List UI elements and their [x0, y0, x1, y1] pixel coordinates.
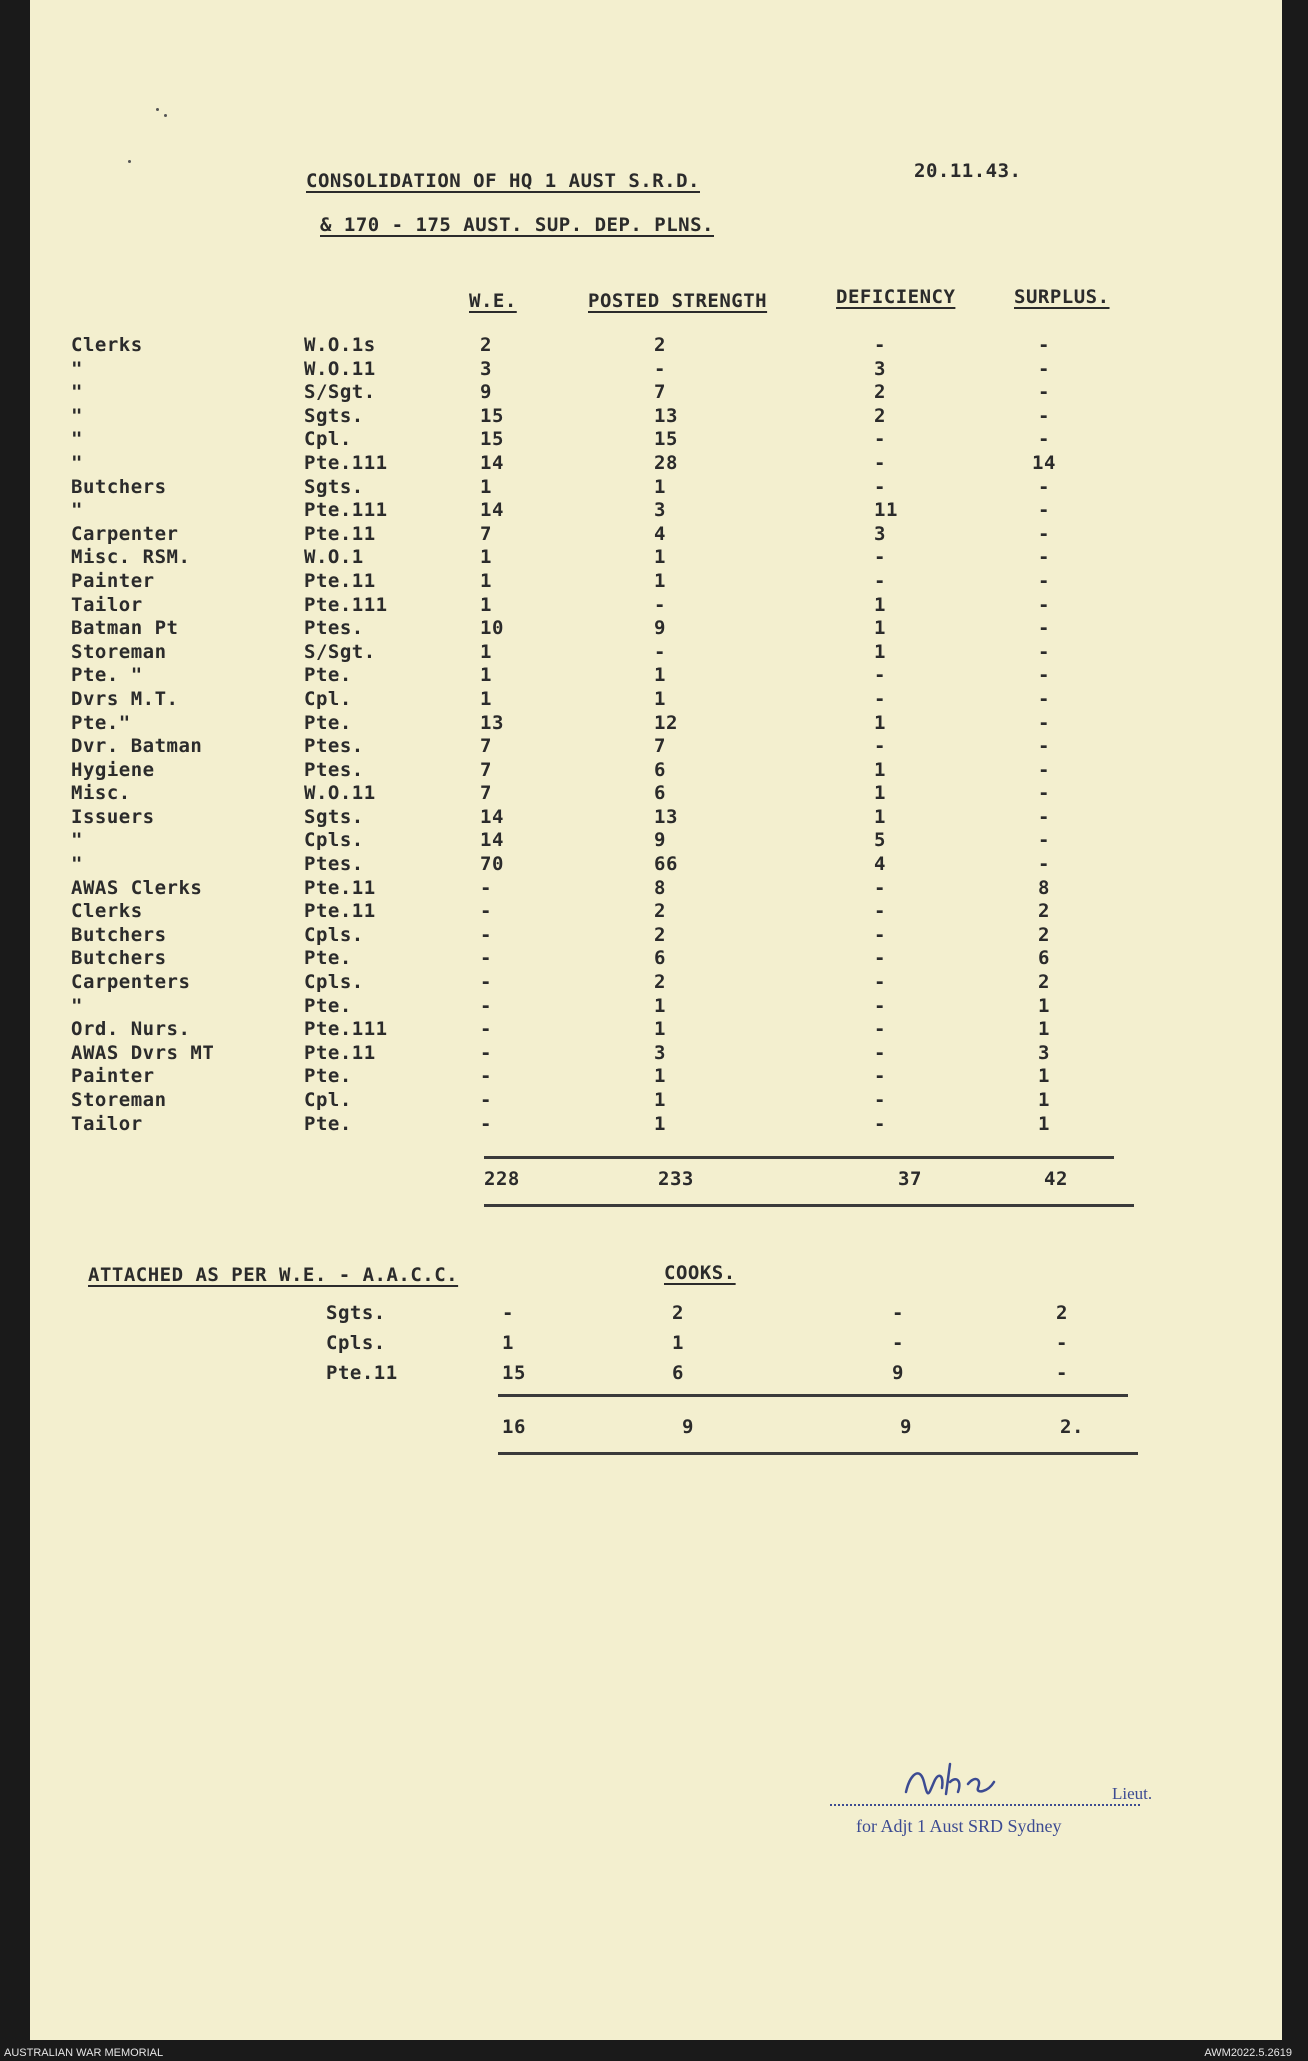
rank-cell: Ptes.: [304, 758, 364, 781]
surplus-cell: 2: [1056, 1302, 1068, 1324]
posted-cell: -: [654, 640, 666, 663]
we-cell: 1: [480, 687, 492, 710]
trade-cell: Butchers: [71, 475, 167, 498]
we-cell: -: [480, 994, 492, 1017]
posted-cell: 6: [654, 758, 666, 781]
we-cell: -: [480, 876, 492, 899]
rank-cell: Pte.: [304, 994, 352, 1017]
we-cell: 13: [480, 711, 504, 734]
deficiency-cell: -: [892, 1332, 904, 1354]
deficiency-cell: -: [892, 1302, 904, 1324]
trade-cell: Dvrs M.T.: [71, 687, 179, 710]
trade-cell: Ord. Nurs.: [71, 1018, 191, 1041]
deficiency-cell: -: [874, 451, 886, 474]
table-row: [71, 334, 1074, 358]
rank-cell: Ptes.: [304, 853, 364, 876]
table-row: [71, 829, 1074, 853]
surplus-cell: -: [1038, 357, 1050, 380]
rank-cell: Pte.: [304, 947, 352, 970]
we-cell: 9: [480, 381, 492, 404]
surplus-cell: 1: [1038, 1112, 1050, 1135]
signature-block: for Adjt 1 Aust SRD Sydney: [856, 1816, 1062, 1836]
posted-cell: 66: [654, 853, 678, 876]
surplus-cell: 1: [1038, 1065, 1050, 1088]
rank-cell: Sgts.: [304, 475, 364, 498]
posted-cell: 3: [654, 1041, 666, 1064]
trade-cell: Carpenters: [71, 971, 191, 994]
table-row: [71, 924, 1074, 948]
trade-cell: Butchers: [71, 923, 167, 946]
rank-cell: Cpls.: [304, 971, 364, 994]
trade-cell: Pte. ": [71, 664, 143, 687]
surplus-cell: -: [1038, 404, 1050, 427]
trade-cell: Batman Pt: [71, 617, 179, 640]
posted-cell: 6: [672, 1362, 684, 1384]
deficiency-cell: -: [874, 687, 886, 710]
deficiency-cell: -: [874, 1041, 886, 1064]
total-posted: 233: [658, 1168, 694, 1190]
deficiency-cell: 1: [874, 758, 886, 781]
deficiency-cell: -: [874, 475, 886, 498]
surplus-cell: 1: [1038, 994, 1050, 1017]
table-row: [71, 712, 1074, 736]
trade-cell: ": [71, 404, 83, 427]
we-cell: 1: [480, 475, 492, 498]
posted-cell: 9: [654, 617, 666, 640]
cooks-total-rule: [498, 1452, 1138, 1455]
surplus-cell: -: [1038, 782, 1050, 805]
rank-cell: Cpls.: [304, 829, 364, 852]
rank-cell: W.O.11: [304, 357, 376, 380]
table-row: [71, 735, 1074, 759]
we-cell: 1: [480, 546, 492, 569]
rank-cell: Pte.11: [326, 1362, 398, 1384]
table-row: [71, 1113, 1074, 1137]
trade-cell: ": [71, 829, 83, 852]
rank-cell: W.O.1s: [304, 334, 376, 356]
deficiency-cell: -: [874, 1065, 886, 1088]
trade-cell: Hygiene: [71, 758, 155, 781]
we-cell: 7: [480, 782, 492, 805]
deficiency-cell: -: [874, 994, 886, 1017]
table-row: [71, 688, 1074, 712]
table-row: [71, 900, 1074, 924]
posted-cell: 2: [654, 971, 666, 994]
deficiency-cell: -: [874, 569, 886, 592]
surplus-cell: 2: [1038, 900, 1050, 923]
trade-cell: Dvr. Batman: [71, 735, 203, 758]
document-page: [30, 0, 1282, 2040]
deficiency-cell: 1: [874, 640, 886, 663]
total-deficiency: 37: [898, 1168, 922, 1190]
posted-cell: 3: [654, 499, 666, 522]
table-row: [71, 381, 1074, 405]
table-row: [71, 947, 1074, 971]
table-row: [71, 476, 1074, 500]
rank-cell: Pte.: [304, 1065, 352, 1088]
surplus-cell: -: [1038, 381, 1050, 404]
deficiency-cell: -: [874, 947, 886, 970]
total-we: 228: [484, 1168, 520, 1190]
subtotal-rule: [484, 1156, 1114, 1159]
cooks-total-deficiency: 9: [900, 1416, 912, 1438]
posted-cell: 13: [654, 404, 678, 427]
posted-cell: 1: [654, 569, 666, 592]
trade-cell: ": [71, 994, 83, 1017]
table-row: [71, 782, 1074, 806]
rank-cell: Pte.11: [304, 1041, 376, 1064]
we-cell: -: [480, 1018, 492, 1041]
deficiency-cell: 3: [874, 522, 886, 545]
trade-cell: Tailor: [71, 593, 143, 616]
trade-cell: ": [71, 853, 83, 876]
surplus-cell: -: [1038, 640, 1050, 663]
deficiency-cell: 1: [874, 805, 886, 828]
rank-cell: Sgts.: [304, 805, 364, 828]
surplus-cell: -: [1038, 735, 1050, 758]
attached-heading: ATTACHED AS PER W.E. - A.A.C.C.: [88, 1264, 459, 1286]
deficiency-cell: -: [874, 334, 886, 356]
we-cell: 14: [480, 499, 504, 522]
rank-cell: Cpl.: [304, 687, 352, 710]
surplus-cell: 3: [1038, 1041, 1050, 1064]
posted-cell: 2: [672, 1302, 684, 1324]
paper-speck: [156, 108, 159, 111]
posted-cell: 2: [654, 334, 666, 356]
rank-cell: Sgts.: [304, 404, 364, 427]
cooks-table: [326, 1302, 1092, 1392]
surplus-cell: 2: [1038, 923, 1050, 946]
posted-cell: -: [654, 593, 666, 616]
posted-cell: 1: [654, 1112, 666, 1135]
deficiency-cell: 2: [874, 404, 886, 427]
table-row: [71, 641, 1074, 665]
surplus-cell: 6: [1038, 947, 1050, 970]
total-rule: [484, 1204, 1134, 1207]
table-row: [71, 617, 1074, 641]
posted-cell: 9: [654, 829, 666, 852]
surplus-cell: 1: [1038, 1018, 1050, 1041]
rank-cell: Pte.11: [304, 569, 376, 592]
surplus-cell: -: [1038, 499, 1050, 522]
table-row: [71, 358, 1074, 382]
deficiency-cell: 1: [874, 593, 886, 616]
table-row: [71, 499, 1074, 523]
trade-cell: Pte.": [71, 711, 131, 734]
we-cell: 7: [480, 758, 492, 781]
deficiency-cell: 2: [874, 381, 886, 404]
we-cell: -: [480, 923, 492, 946]
rank-cell: Pte.11: [304, 900, 376, 923]
posted-cell: 2: [654, 900, 666, 923]
column-header-deficiency: DEFICIENCY: [836, 286, 956, 308]
paper-speck: [164, 114, 167, 117]
trade-cell: Clerks: [71, 334, 143, 356]
we-cell: 14: [480, 805, 504, 828]
surplus-cell: -: [1038, 853, 1050, 876]
trade-cell: Misc.: [71, 782, 131, 805]
we-cell: 7: [480, 735, 492, 758]
surplus-cell: -: [1056, 1332, 1068, 1354]
table-row: [71, 405, 1074, 429]
rank-cell: S/Sgt.: [304, 640, 376, 663]
surplus-cell: -: [1038, 475, 1050, 498]
surplus-cell: 1: [1038, 1089, 1050, 1111]
deficiency-cell: -: [874, 546, 886, 569]
deficiency-cell: 3: [874, 357, 886, 380]
table-row: [71, 1042, 1074, 1066]
we-cell: 3: [480, 357, 492, 380]
rank-cell: Pte.: [304, 1112, 352, 1135]
deficiency-cell: 1: [874, 617, 886, 640]
trade-cell: Butchers: [71, 947, 167, 970]
we-cell: 15: [502, 1362, 526, 1384]
we-cell: -: [480, 971, 492, 994]
we-cell: -: [502, 1302, 514, 1324]
column-header-we: W.E.: [469, 290, 517, 312]
rank-cell: Sgts.: [326, 1302, 386, 1324]
signature-rank: Lieut.: [1112, 1784, 1153, 1803]
posted-cell: 1: [654, 1089, 666, 1111]
posted-cell: 1: [654, 664, 666, 687]
surplus-cell: -: [1038, 829, 1050, 852]
document-subtitle: & 170 - 175 AUST. SUP. DEP. PLNS.: [320, 214, 714, 236]
posted-cell: 1: [654, 687, 666, 710]
table-row: [71, 570, 1074, 594]
rank-cell: Cpls.: [326, 1332, 386, 1354]
cooks-total-we: 16: [502, 1416, 526, 1438]
deficiency-cell: -: [874, 1089, 886, 1111]
table-row: [71, 452, 1074, 476]
we-cell: -: [480, 1089, 492, 1111]
table-row: [71, 1089, 1074, 1113]
posted-cell: 1: [672, 1332, 684, 1354]
posted-cell: 4: [654, 522, 666, 545]
trade-cell: Clerks: [71, 900, 143, 923]
table-row: [71, 1065, 1074, 1089]
we-cell: 1: [480, 593, 492, 616]
rank-cell: Pte.111: [304, 499, 388, 522]
deficiency-cell: 1: [874, 711, 886, 734]
posted-cell: 8: [654, 876, 666, 899]
we-cell: 2: [480, 334, 492, 356]
deficiency-cell: -: [874, 923, 886, 946]
rank-cell: Pte.111: [304, 593, 388, 616]
surplus-cell: -: [1038, 805, 1050, 828]
table-row: [71, 806, 1074, 830]
table-row: [71, 1018, 1074, 1042]
surplus-cell: 2: [1038, 971, 1050, 994]
posted-cell: 6: [654, 782, 666, 805]
deficiency-cell: 4: [874, 853, 886, 876]
we-cell: 14: [480, 451, 504, 474]
column-header-posted-strength: POSTED STRENGTH: [588, 290, 768, 312]
column-header-surplus: SURPLUS.: [1014, 286, 1110, 308]
surplus-cell: 8: [1038, 876, 1050, 899]
footer-accession-number: AWM2022.5.2619: [1204, 2047, 1292, 2059]
deficiency-cell: -: [874, 664, 886, 687]
posted-cell: 1: [654, 1065, 666, 1088]
deficiency-cell: -: [874, 1018, 886, 1041]
rank-cell: Pte.: [304, 664, 352, 687]
trade-cell: Tailor: [71, 1112, 143, 1135]
rank-cell: Cpl.: [304, 428, 352, 451]
surplus-cell: -: [1038, 711, 1050, 734]
document-date: 20.11.43.: [914, 160, 1022, 182]
table-row: [71, 877, 1074, 901]
posted-cell: 1: [654, 1018, 666, 1041]
table-row: [326, 1302, 1092, 1332]
strength-table: [71, 334, 1074, 1136]
table-row: [71, 853, 1074, 877]
we-cell: -: [480, 1041, 492, 1064]
we-cell: 15: [480, 404, 504, 427]
posted-cell: 2: [654, 923, 666, 946]
we-cell: -: [480, 1065, 492, 1088]
surplus-cell: 14: [1032, 451, 1056, 474]
trade-cell: ": [71, 428, 83, 451]
deficiency-cell: 11: [874, 499, 898, 522]
surplus-cell: -: [1038, 617, 1050, 640]
rank-cell: W.O.1: [304, 546, 364, 569]
trade-cell: Painter: [71, 569, 155, 592]
table-row: [71, 995, 1074, 1019]
rank-cell: Pte.11: [304, 522, 376, 545]
we-cell: 10: [480, 617, 504, 640]
posted-cell: -: [654, 357, 666, 380]
deficiency-cell: 9: [892, 1362, 904, 1384]
deficiency-cell: 1: [874, 782, 886, 805]
surplus-cell: -: [1038, 428, 1050, 451]
surplus-cell: -: [1038, 664, 1050, 687]
table-row: [326, 1332, 1092, 1362]
surplus-cell: -: [1056, 1362, 1068, 1384]
trade-cell: Misc. RSM.: [71, 546, 191, 569]
posted-cell: 6: [654, 947, 666, 970]
posted-cell: 7: [654, 381, 666, 404]
deficiency-cell: -: [874, 900, 886, 923]
posted-cell: 28: [654, 451, 678, 474]
cooks-total-posted: 9: [682, 1416, 694, 1438]
trade-cell: ": [71, 381, 83, 404]
trade-cell: Storeman: [71, 1089, 167, 1111]
we-cell: 7: [480, 522, 492, 545]
rank-cell: S/Sgt.: [304, 381, 376, 404]
trade-cell: Issuers: [71, 805, 155, 828]
trade-cell: ": [71, 451, 83, 474]
surplus-cell: -: [1038, 758, 1050, 781]
trade-cell: Painter: [71, 1065, 155, 1088]
rank-cell: W.O.11: [304, 782, 376, 805]
surplus-cell: -: [1038, 687, 1050, 710]
deficiency-cell: 5: [874, 829, 886, 852]
trade-cell: Carpenter: [71, 522, 179, 545]
table-row: [71, 971, 1074, 995]
attached-subheading: COOKS.: [664, 1262, 736, 1284]
document-title: CONSOLIDATION OF HQ 1 AUST S.R.D.: [306, 170, 700, 192]
footer-archive-name: AUSTRALIAN WAR MEMORIAL: [4, 2047, 164, 2059]
trade-cell: Storeman: [71, 640, 167, 663]
deficiency-cell: -: [874, 876, 886, 899]
cooks-subtotal-rule: [498, 1394, 1128, 1397]
table-row: [71, 664, 1074, 688]
surplus-cell: -: [1038, 546, 1050, 569]
we-cell: 1: [480, 640, 492, 663]
table-row: [71, 594, 1074, 618]
trade-cell: ": [71, 499, 83, 522]
table-row: [71, 523, 1074, 547]
rank-cell: Pte.11: [304, 876, 376, 899]
trade-cell: ": [71, 357, 83, 380]
posted-cell: 12: [654, 711, 678, 734]
cooks-total-surplus: 2.: [1060, 1416, 1084, 1438]
total-surplus: 42: [1044, 1168, 1068, 1190]
table-row: [326, 1362, 1092, 1392]
rank-cell: Cpls.: [304, 923, 364, 946]
rank-cell: Cpl.: [304, 1089, 352, 1111]
signature-line: [830, 1804, 1140, 1806]
rank-cell: Pte.111: [304, 1018, 388, 1041]
we-cell: 70: [480, 853, 504, 876]
rank-cell: Pte.: [304, 711, 352, 734]
we-cell: 1: [480, 569, 492, 592]
posted-cell: 7: [654, 735, 666, 758]
table-row: [71, 428, 1074, 452]
rank-cell: Ptes.: [304, 617, 364, 640]
deficiency-cell: -: [874, 735, 886, 758]
surplus-cell: -: [1038, 593, 1050, 616]
surplus-cell: -: [1038, 522, 1050, 545]
we-cell: 15: [480, 428, 504, 451]
we-cell: -: [480, 947, 492, 970]
rank-cell: Pte.111: [304, 451, 388, 474]
surplus-cell: -: [1038, 334, 1050, 356]
we-cell: -: [480, 900, 492, 923]
we-cell: 1: [480, 664, 492, 687]
signature-scribble: [898, 1752, 1048, 1812]
table-row: [71, 759, 1074, 783]
trade-cell: AWAS Clerks: [71, 876, 203, 899]
surplus-cell: -: [1038, 569, 1050, 592]
deficiency-cell: -: [874, 1112, 886, 1135]
posted-cell: 15: [654, 428, 678, 451]
deficiency-cell: -: [874, 971, 886, 994]
posted-cell: 1: [654, 475, 666, 498]
deficiency-cell: -: [874, 428, 886, 451]
we-cell: -: [480, 1112, 492, 1135]
we-cell: 1: [502, 1332, 514, 1354]
rank-cell: Ptes.: [304, 735, 364, 758]
posted-cell: 1: [654, 994, 666, 1017]
table-row: [71, 546, 1074, 570]
posted-cell: 1: [654, 546, 666, 569]
posted-cell: 13: [654, 805, 678, 828]
we-cell: 14: [480, 829, 504, 852]
paper-speck: [128, 160, 131, 163]
trade-cell: AWAS Dvrs MT: [71, 1041, 215, 1064]
